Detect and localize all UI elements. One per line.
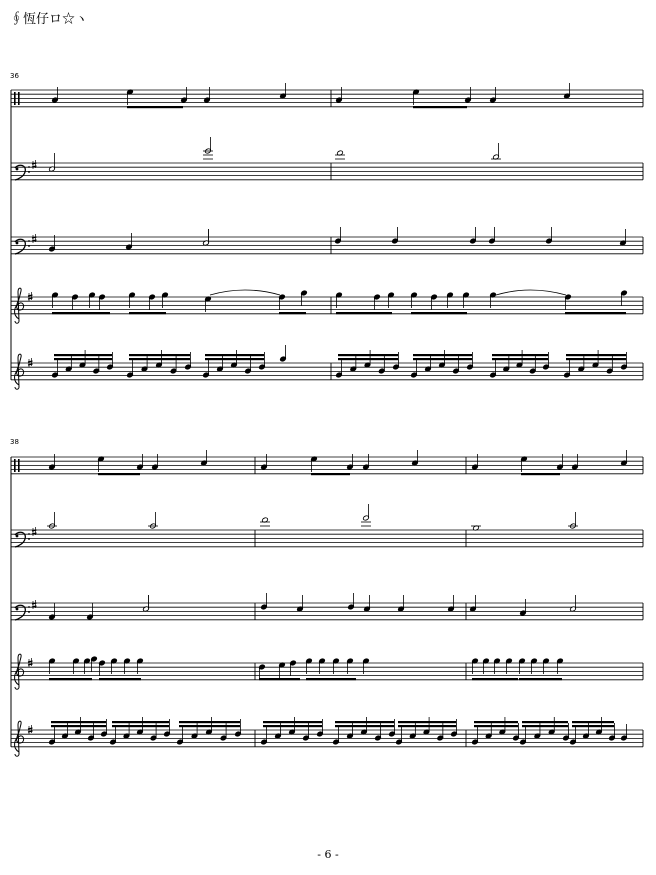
note-beam: [338, 354, 398, 356]
note-beam: [566, 358, 626, 360]
bass-clef-dot: [28, 245, 30, 247]
note-beam: [472, 678, 518, 680]
page-number: - 6 -: [317, 848, 339, 861]
note-beam: [338, 358, 398, 360]
bass-clef-dot: [28, 240, 30, 242]
bass-clef-dot: [28, 166, 30, 168]
note-beam: [311, 473, 350, 475]
note-beam: [335, 725, 394, 727]
note-beam: [205, 358, 264, 360]
bass-clef-dot: [28, 538, 30, 540]
note-beam: [98, 473, 140, 475]
note-beam: [413, 358, 472, 360]
note-beam: [572, 721, 614, 723]
note-beam: [99, 678, 141, 680]
note-beam: [51, 721, 106, 723]
note-beam: [129, 354, 190, 356]
note-beam: [51, 725, 106, 727]
note-beam: [127, 106, 183, 108]
note-beam: [492, 354, 548, 356]
bass-clef-dot: [28, 171, 30, 173]
note-beam: [54, 358, 112, 360]
note-beam: [398, 725, 456, 727]
note-beam: [263, 725, 322, 727]
note-beam: [572, 725, 614, 727]
score-header: ∮恆仔ロ☆ヽ: [10, 12, 89, 27]
note-beam: [179, 721, 240, 723]
bass-clef-dot: [16, 168, 19, 171]
note-beam: [179, 725, 240, 727]
measure-number-38: 38: [10, 438, 19, 446]
slur: [210, 290, 280, 295]
measure-number-36: 36: [10, 72, 19, 80]
note-beam: [279, 312, 306, 314]
percussion-clef-icon: [14, 459, 16, 472]
note-beam: [112, 725, 169, 727]
note-beam: [205, 354, 264, 356]
bass-clef-dot: [16, 535, 19, 538]
note-beam: [519, 678, 562, 680]
note-beam: [411, 312, 467, 314]
note-beam: [413, 354, 472, 356]
bass-clef-dot: [16, 608, 19, 611]
note-beam: [474, 721, 518, 723]
note-beam: [565, 312, 626, 314]
note-beam: [413, 106, 467, 108]
note-beam: [335, 721, 394, 723]
bass-clef-dot: [28, 611, 30, 613]
bass-clef-dot: [28, 533, 30, 535]
slur: [496, 290, 566, 295]
note-beam: [306, 678, 356, 680]
percussion-clef-icon: [14, 92, 16, 105]
note-beam: [398, 721, 456, 723]
bass-clef-dot: [28, 606, 30, 608]
note-beam: [129, 358, 190, 360]
percussion-clef-icon: [18, 459, 20, 472]
note-beam: [336, 312, 392, 314]
note-beam: [129, 312, 166, 314]
note-beam: [566, 354, 626, 356]
note-beam: [52, 312, 110, 314]
note-beam: [54, 354, 112, 356]
note-beam: [474, 725, 518, 727]
note-beam: [522, 721, 568, 723]
note-beam: [259, 678, 300, 680]
note-beam: [492, 358, 548, 360]
bass-clef-dot: [16, 242, 19, 245]
percussion-clef-icon: [18, 92, 20, 105]
note-beam: [521, 473, 560, 475]
note-beam: [263, 721, 322, 723]
note-beam: [49, 678, 92, 680]
note-beam: [112, 721, 169, 723]
note-beam: [522, 725, 568, 727]
